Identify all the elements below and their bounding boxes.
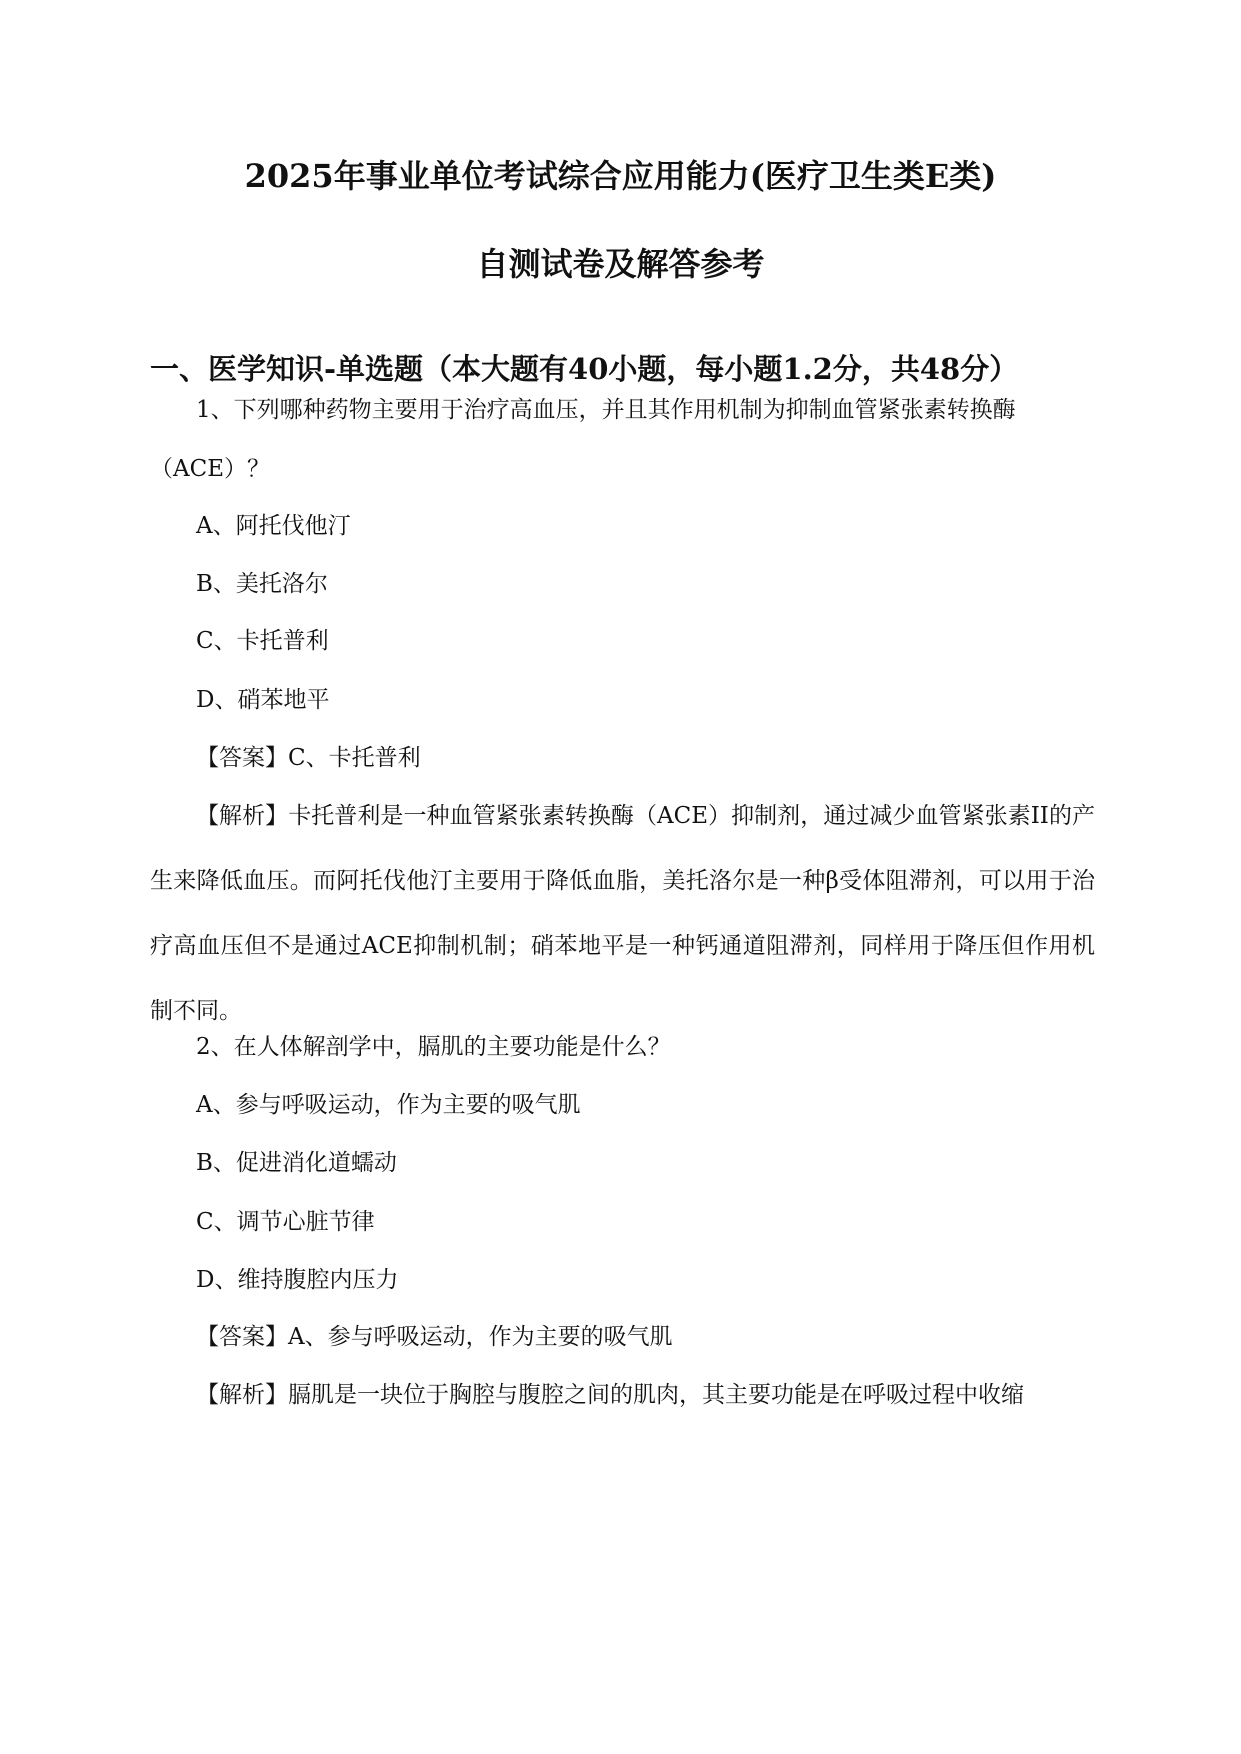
- question-2-stem: 2、在人体解剖学中，膈肌的主要功能是什么？: [196, 1034, 671, 1060]
- question-2-option-a: A、参与呼吸运动，作为主要的吸气肌: [196, 1092, 581, 1118]
- question-1-option-c: C、卡托普利: [196, 628, 329, 654]
- question-1-stem-line-2: （ACE）？: [150, 456, 270, 482]
- question-1-answer: 【答案】C、卡托普利: [196, 745, 421, 771]
- question-2-option-d: D、维持腹腔内压力: [196, 1267, 399, 1293]
- question-1-explanation: 【解析】卡托普利是一种血管紧张素转换酶（ACE）抑制剂，通过减少血管紧张素II的产生来降低血压。而阿托伐他汀主要用于降低血脂，美托洛尔是一种β受体阻滞剂，可以用于治疗高血压但不是通过ACE抑制机制；硝苯地平是一种钙通道阻滞剂，同样用于降压但作用机制不同。: [150, 803, 1095, 1024]
- question-2-option-b: B、促进消化道蠕动: [196, 1150, 397, 1176]
- question-2-answer: 【答案】A、参与呼吸运动，作为主要的吸气肌: [196, 1324, 673, 1350]
- document-subtitle: 自测试卷及解答参考: [476, 245, 765, 283]
- document-title: 2025年事业单位考试综合应用能力(医疗卫生类E类): [244, 157, 997, 195]
- question-1-option-a: A、阿托伐他汀: [196, 513, 351, 539]
- question-1-stem-line-1: 1、下列哪种药物主要用于治疗高血压，并且其作用机制为抑制血管紧张素转换酶: [196, 397, 1016, 423]
- question-2-option-c: C、调节心脏节律: [196, 1209, 375, 1235]
- section-heading: 一、医学知识-单选题（本大题有40小题，每小题1.2分，共48分）: [150, 352, 1019, 386]
- question-1-option-d: D、硝苯地平: [196, 687, 330, 713]
- question-2-explanation: 【解析】膈肌是一块位于胸腔与腹腔之间的肌肉，其主要功能是在呼吸过程中收缩: [196, 1382, 1024, 1408]
- question-1-option-b: B、美托洛尔: [196, 571, 328, 597]
